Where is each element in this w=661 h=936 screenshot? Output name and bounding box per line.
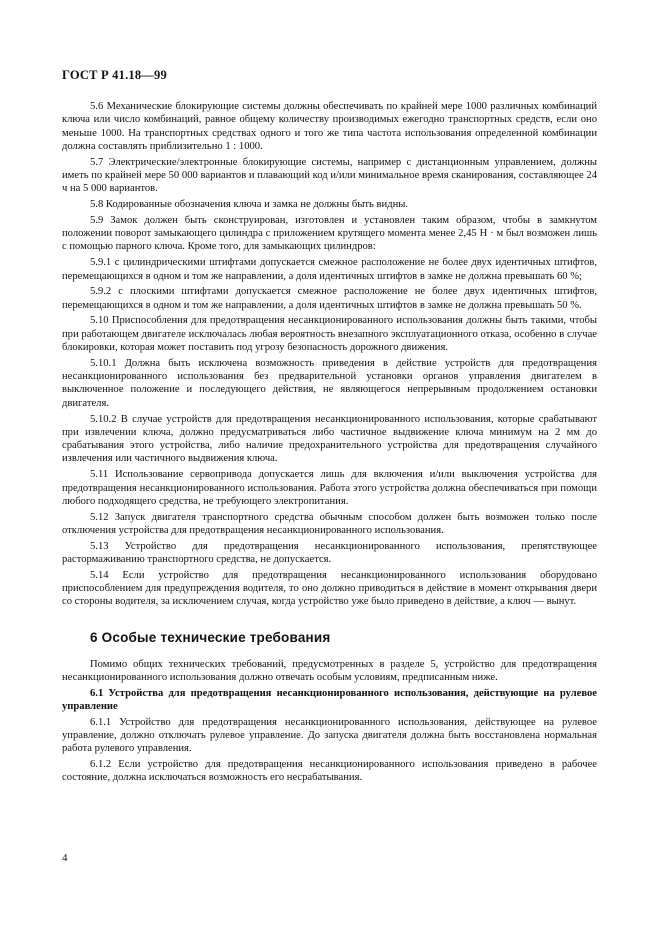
paragraph-5-7: 5.7 Электрические/электронные блокирующие системы, например с дистанционным управлением, должны иметь по крайней мере 50 000 вариантов и плавающий код и/или минимальное время сканирования, составляющее 24 ч на 5 000 вариантов. [62,156,597,195]
document-header: ГОСТ Р 41.18—99 [62,68,167,82]
paragraph-5-9-2: 5.9.2 с плоскими штифтами допускается смежное расположение не более двух идентичных штифтов, перемещающихся в одном и том же направлении, а доля идентичных штифтов в замке не должна превышать 50 %. [62,286,597,311]
paragraph-5-11: 5.11 Использование сервопривода допускается лишь для включения и/или выключения устройства для предотвращения несанкционированного использования. Работа этого устройства должна обеспечиваться при помощи любого подходящего средства, не требующего электропитания. [62,469,597,507]
paragraph-5-9-1: 5.9.1 с цилиндрическими штифтами допускается смежное расположение не более двух идентичных штифтов, перемещающихся в одном и том же направлении, а доля идентичных штифтов в замке не должна превышать 60 %; [62,257,597,282]
paragraph-5-12: 5.12 Запуск двигателя транспортного средства обычным способом должен быть возможен только после отключения устройства для предотвращения несанкционированного использования. [62,511,597,536]
section-6-intro: Помимо общих технических требований, предусмотренных в разделе 5, устройство для предотвращения несанкционированного использования должно отвечать особым условиям, предписанным ниже. [62,658,597,684]
paragraph-5-10-2: 5.10.2 В случае устройств для предотвращения несанкционированного использования, которые срабатывают при извлечении ключа, должно предусматриваться либо частичное выдвижение ключа минимум на 2 мм до срабатывания этого устройства, либо наличие предохранительного устройства для предотвращения случайного извлечения или частичного выдвижения ключа. [62,413,597,465]
section-6-heading: 6 Особые технические требования [90,629,331,645]
paragraph-5-9: 5.9 Замок должен быть сконструирован, изготовлен и установлен таким образом, чтобы в замкнутом положении поворот замыкающего цилиндра с приложением крутящего момента менее 2,45 Н · м был возможен лишь с помощью парного ключа. Кроме того, для замыкающих цилиндров: [62,214,597,253]
paragraph-6-1-1: 6.1.1 Устройство для предотвращения несанкционированного использования, действующее на рулевое управление, должно отключать рулевое управление. До запуска двигателя должна быть восстановлена нормальная работа рулевого управления. [62,716,597,755]
subsection-6-1-heading: 6.1 Устройства для предотвращения несанкционированного использования, действующие на рулевое управление [62,688,597,713]
paragraph-5-13: 5.13 Устройство для предотвращения несанкционированного использования, препятствующее растормаживанию транспортного средства, не допускается. [62,540,597,565]
document-body [62,100,597,787]
paragraph-5-8: 5.8 Кодированные обозначения ключа и замка не должны быть видны. [90,199,409,211]
paragraph-5-14: 5.14 Если устройство для предотвращения несанкционированного использования оборудовано приспособлением для предупреждения водителя, то оно должно приводиться в действие в момент открывания двери со стороны водителя, за исключением случая, когда устройство уже было приведено в действие, а ключ — вынут. [62,569,597,608]
paragraph-5-6: 5.6 Механические блокирующие системы должны обеспечивать по крайней мере 1000 различных комбинаций ключа или число комбинаций, равное общему количеству производимых ежегодно транспортных средств, если оно меньше 1000. На транспортных средствах одного и того же типа частота использования определенной комбинации должна составлять приблизительно 1 : 1000. [62,101,597,152]
paragraph-6-1-2: 6.1.2 Если устройство для предотвращения несанкционированного использования приведено в рабочее состояние, должна исключаться возможность его несрабатывания. [62,759,597,784]
paragraph-5-10: 5.10 Приспособления для предотвращения несанкционированного использования должны быть такими, чтобы при работающем двигателе исключалась любая вероятность внезапного эксплуатационного отказа, особенно в случае блокировки, которая может поставить под угрозу безопасность дорожного движения. [62,315,597,354]
paragraph-5-10-1: 5.10.1 Должна быть исключена возможность приведения в действие устройств для предотвращения несанкционированного использования без предварительной установки органов управления двигателем в выключенное положение и последующего действия, не являющегося непрерывным продолжением остановки двигателя. [62,357,597,409]
page-number: 4 [62,852,68,864]
